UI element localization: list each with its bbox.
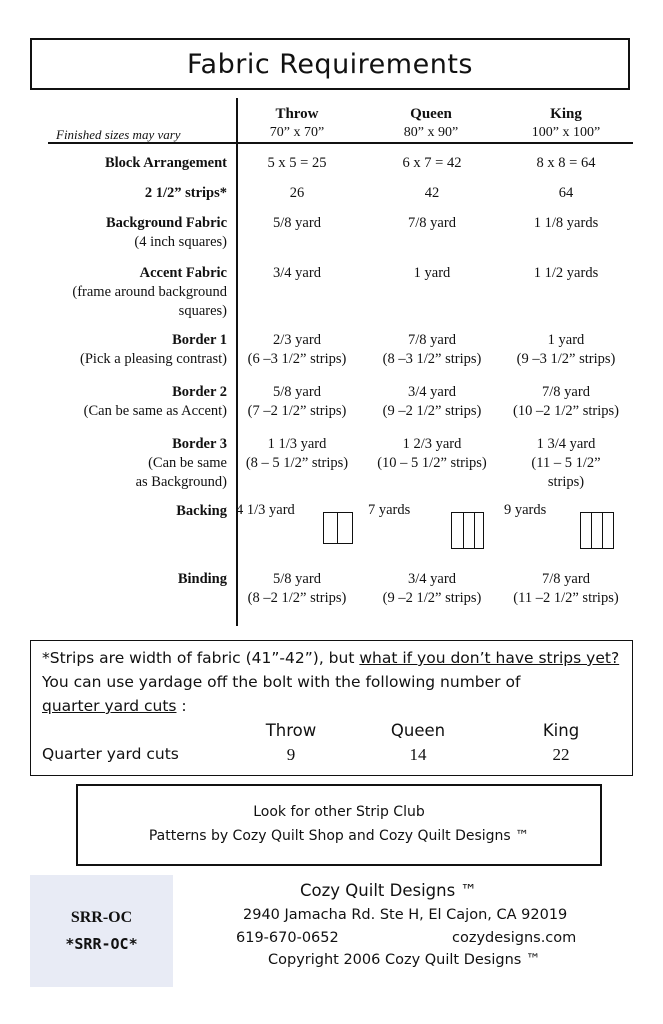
sku-barcode-text: *SRR-OC* <box>65 935 138 953</box>
column-header-queen: Queen <box>410 106 452 122</box>
strip-club-box <box>76 784 602 866</box>
row-label-border3: Border 3 (Can be same as Background) <box>27 435 227 492</box>
row-label-binding: Binding <box>177 571 227 587</box>
row-sublabel-border3-1: (Can be same <box>148 455 227 471</box>
backing-3-panel-icon <box>580 512 614 549</box>
cell-backing-throw: 4 1/3 yard <box>236 502 295 518</box>
row-sublabel-border1: (Pick a pleasing contrast) <box>80 351 227 367</box>
cell-backing-king: 9 yards <box>504 502 547 518</box>
finished-sizes-note: Finished sizes may vary <box>56 127 181 142</box>
cell-strips-king: 64 <box>558 185 574 201</box>
cell-background-king: 1 1/8 yards <box>533 215 599 231</box>
row-label-border1: Border 1 (Pick a pleasing contrast) <box>27 331 227 369</box>
cell-border1-queen: 7/8 yard (8 –3 1/2” strips) <box>382 332 482 367</box>
cell-border2-queen: 3/4 yard (9 –2 1/2” strips) <box>382 384 482 419</box>
cell-block-king: 8 x 8 = 64 <box>536 155 596 171</box>
cell-accent-throw: 3/4 yard <box>273 265 321 281</box>
backing-3-panel-icon <box>451 512 484 549</box>
strip-club-line-1: Look for other Strip Club <box>253 804 425 820</box>
footer-copyright: Copyright 2006 Cozy Quilt Designs ™ <box>268 952 541 968</box>
sku-box <box>30 875 173 987</box>
row-label-strips: 2 1/2” strips* <box>144 185 227 201</box>
cell-block-throw: 5 x 5 = 25 <box>267 155 327 171</box>
cell-border2-king: 7/8 yard (10 –2 1/2” strips) <box>513 384 619 419</box>
footer-address: 2940 Jamacha Rd. Ste H, El Cajon, CA 92019 <box>243 907 568 923</box>
strips-note-box <box>30 640 633 776</box>
cell-backing-queen: 7 yards <box>368 502 411 518</box>
row-sublabel-accent-2: squares) <box>178 303 227 319</box>
note-line-3: quarter yard cuts : <box>42 697 187 715</box>
strip-club-line-2: Patterns by Cozy Quilt Shop and Cozy Quilt Designs ™ <box>148 828 530 844</box>
row-label-background: Background Fabric (4 inch squares) <box>27 214 227 252</box>
quarter-header-throw: Throw <box>265 721 317 740</box>
quarter-row-label: Quarter yard cuts <box>42 745 179 763</box>
row-sublabel-background: (4 inch squares) <box>134 234 227 250</box>
note-line-2: You can use yardage off the bolt with the following number of <box>42 673 521 691</box>
cell-block-queen: 6 x 7 = 42 <box>402 155 462 171</box>
cell-background-queen: 7/8 yard <box>408 215 456 231</box>
cell-background-throw: 5/8 yard <box>273 215 321 231</box>
cell-accent-queen: 1 yard <box>413 265 451 281</box>
page-title: Fabric Requirements <box>30 38 630 90</box>
cell-binding-queen: 3/4 yard (9 –2 1/2” strips) <box>382 571 482 606</box>
row-sublabel-border2: (Can be same as Accent) <box>83 403 227 419</box>
quarter-value-king: 22 <box>552 745 570 764</box>
column-header-king: King <box>550 106 582 122</box>
row-label-block-arrangement: Block Arrangement <box>104 155 227 171</box>
footer-website[interactable]: cozydesigns.com <box>452 930 577 946</box>
cell-border3-throw: 1 1/3 yard (8 – 5 1/2” strips) <box>245 436 349 471</box>
cell-strips-queen: 42 <box>424 185 440 201</box>
quarter-header-queen: Queen <box>390 721 446 740</box>
cell-accent-king: 1 1/2 yards <box>533 265 599 281</box>
sku-code: SRR-OC <box>70 909 133 926</box>
cell-border3-queen: 1 2/3 yard (10 – 5 1/2” strips) <box>377 436 487 471</box>
cell-strips-throw: 26 <box>289 185 305 201</box>
note-line-1: *Strips are width of fabric (41”-42”), but what if you don’t have strips yet? <box>42 649 620 667</box>
row-sublabel-accent-1: (frame around background <box>72 284 227 300</box>
row-sublabel-border3-2: as Background) <box>135 474 227 490</box>
cell-binding-throw: 5/8 yard (8 –2 1/2” strips) <box>247 571 347 606</box>
column-size-queen: 80” x 90” <box>403 125 459 140</box>
quarter-header-king: King <box>542 721 580 740</box>
quarter-value-throw: 9 <box>286 745 296 764</box>
cell-border1-throw: 2/3 yard (6 –3 1/2” strips) <box>247 332 347 367</box>
column-size-king: 100” x 100” <box>531 125 601 140</box>
cell-border3-king: 1 3/4 yard (11 – 5 1/2” strips) <box>531 436 601 490</box>
cell-border2-throw: 5/8 yard (7 –2 1/2” strips) <box>247 384 347 419</box>
row-label-accent: Accent Fabric (frame around background squares) <box>27 264 227 321</box>
quarter-value-queen: 14 <box>409 745 427 764</box>
cell-border1-king: 1 yard (9 –3 1/2” strips) <box>516 332 616 367</box>
footer-company: Cozy Quilt Designs ™ <box>300 881 477 900</box>
backing-2-panel-icon <box>323 512 353 544</box>
row-label-border2: Border 2 (Can be same as Accent) <box>27 383 227 421</box>
cell-binding-king: 7/8 yard (11 –2 1/2” strips) <box>513 571 619 606</box>
column-header-throw: Throw <box>275 106 319 122</box>
row-label-backing: Backing <box>176 503 227 519</box>
footer-phone: 619-670-0652 <box>236 930 339 946</box>
column-size-throw: 70” x 70” <box>269 125 325 140</box>
